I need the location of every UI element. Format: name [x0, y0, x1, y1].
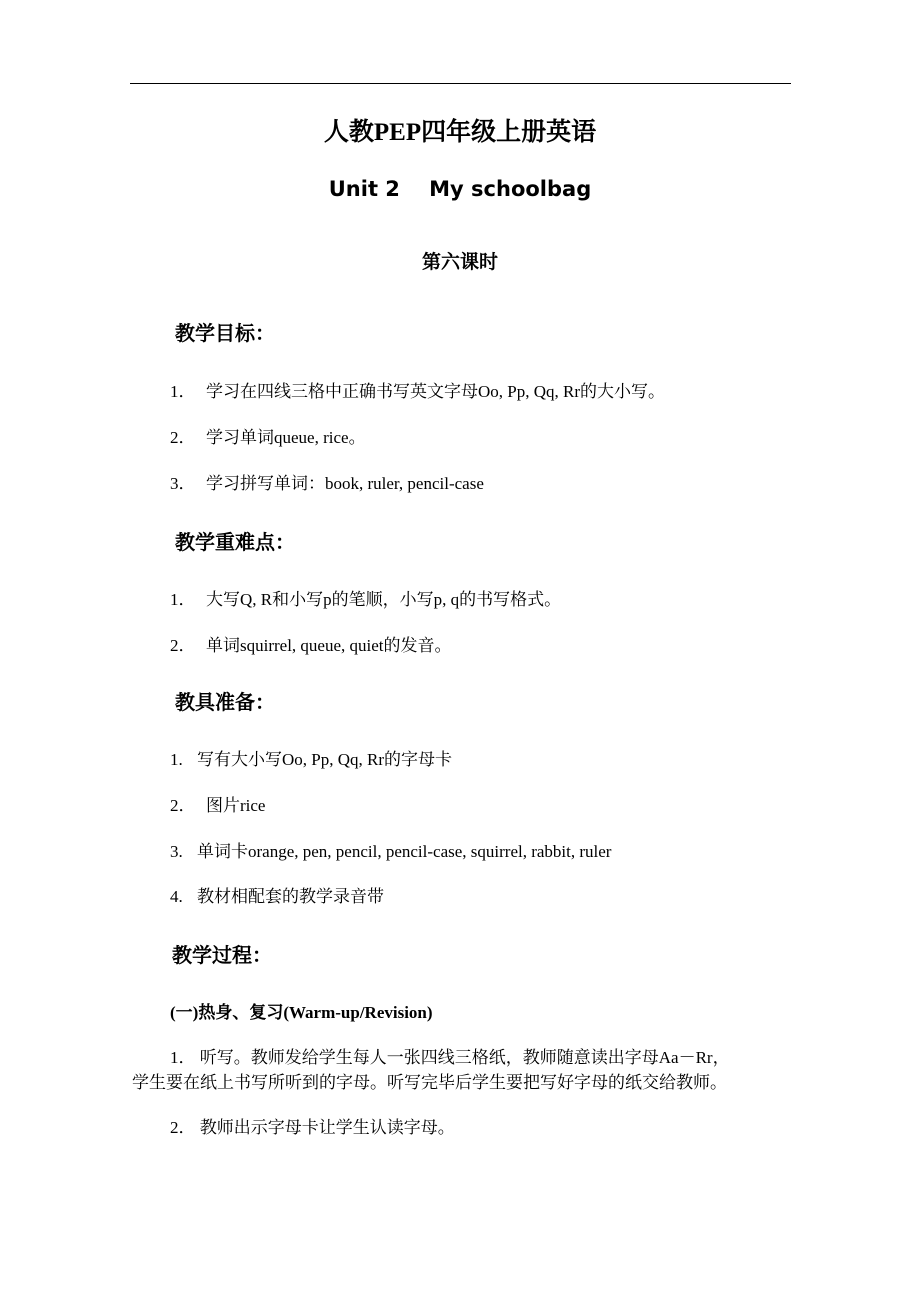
- process-subheading: (一)热身、复习(Warm-up/Revision): [170, 1003, 433, 1022]
- material-item: [170, 745, 452, 770]
- objective-item: [170, 377, 665, 402]
- objective-item: [170, 423, 366, 448]
- item-text: 学习在四线三格中正确书写英文字母Oo, Pp, Qq, Rr的大小写。: [206, 382, 666, 401]
- item-number: 2．: [170, 636, 196, 655]
- item-text: 图片rice: [206, 796, 266, 815]
- process-heading: 教学过程：: [172, 945, 272, 967]
- materials-heading: 教具准备：: [175, 692, 275, 714]
- item-number: 1．: [170, 590, 196, 609]
- item-number: 4.: [170, 887, 183, 906]
- key-point-item: [170, 585, 561, 610]
- process-paragraph-line: 学生要在纸上书写所听到的字母。听写完毕后学生要把写好字母的纸交给教师。: [132, 1073, 727, 1092]
- item-text: 学习单词queue, rice。: [206, 428, 366, 447]
- item-number: 1.: [170, 750, 183, 769]
- item-text: 写有大小写Oo, Pp, Qq, Rr的字母卡: [197, 750, 453, 769]
- item-number: 2．: [170, 428, 196, 447]
- material-item: [170, 882, 384, 907]
- unit-title: Unit 2 My schoolbag: [328, 177, 592, 201]
- item-text: 单词卡orange, pen, pencil, pencil-case, squirrel, rabbit, ruler: [197, 842, 612, 861]
- process-paragraph: 2． 教师出示字母卡让学生认读字母。: [170, 1118, 455, 1137]
- process-paragraph-line: 1． 听写。教师发给学生每人一张四线三格纸，教师随意读出字母Aa－Rr，: [170, 1048, 730, 1067]
- material-item: [170, 837, 611, 862]
- material-item: [170, 791, 265, 816]
- item-text: 教材相配套的教学录音带: [197, 887, 384, 906]
- lesson-title: 第六课时: [421, 252, 498, 273]
- item-text: 大写Q, R和小写p的笔顺，小写p, q的书写格式。: [206, 590, 562, 609]
- item-number: 3．: [170, 474, 196, 493]
- item-text: 学习拼写单词：book, ruler, pencil-case: [206, 474, 484, 493]
- item-number: 1．: [170, 382, 196, 401]
- objective-item: [170, 469, 484, 494]
- item-number: 3.: [170, 842, 183, 861]
- objectives-heading: 教学目标：: [175, 323, 275, 345]
- item-number: 2．: [170, 796, 196, 815]
- key-points-heading: 教学重难点：: [175, 532, 295, 554]
- document-title: 人教PEP四年级上册英语: [323, 119, 597, 146]
- item-text: 单词squirrel, queue, quiet的发音。: [206, 636, 452, 655]
- header-rule: [130, 83, 791, 84]
- key-point-item: [170, 631, 452, 656]
